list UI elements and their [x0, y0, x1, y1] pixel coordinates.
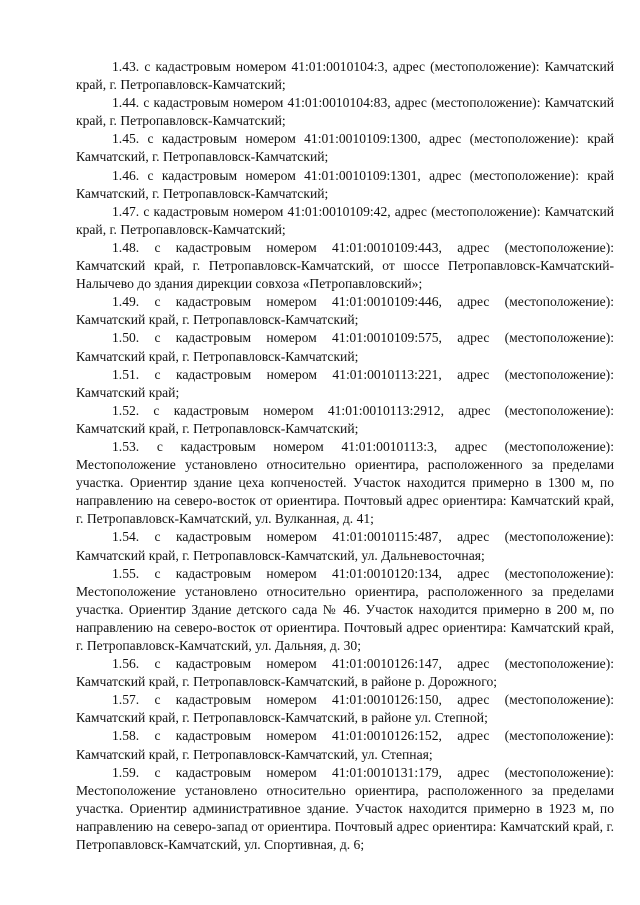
- list-item-1-58: 1.58. с кадастровым номером 41:01:0010126:152, адрес (местоположение): Камчатский край, г. Петропавловск-Камчатский, ул. Степная;: [76, 728, 614, 762]
- list-item-1-59: 1.59. с кадастровым номером 41:01:0010131:179, адрес (местоположение): Местоположение установлено относительно ориентира, расположенного за пределами участка. Ориентир административное здание. Участок находится примерно в 1923 м, по направлению на северо-запад от ориентира. Почтовый адрес ориентира: Камчатский край, г. Петропавловск-Камчатский, ул. Спортивная, д. 6;: [76, 764, 614, 853]
- list-item-1-45: 1.45. с кадастровым номером 41:01:0010109:1300, адрес (местоположение): край Камчатский, г. Петропавловск-Камчатский;: [76, 131, 614, 165]
- list-item-1-49: 1.49. с кадастровым номером 41:01:0010109:446, адрес (местоположение): Камчатский край, г. Петропавловск-Камчатский;: [76, 294, 614, 328]
- list-item-1-56: 1.56. с кадастровым номером 41:01:0010126:147, адрес (местоположение): Камчатский край, г. Петропавловск-Камчатский, в районе р. Дорожного;: [76, 656, 614, 690]
- list-item-1-46: 1.46. с кадастровым номером 41:01:0010109:1301, адрес (местоположение): край Камчатский, г. Петропавловск-Камчатский;: [76, 167, 614, 201]
- list-item-1-54: 1.54. с кадастровым номером 41:01:0010115:487, адрес (местоположение): Камчатский край, г. Петропавловск-Камчатский, ул. Дальневосточная;: [76, 529, 614, 563]
- list-item-1-50: 1.50. с кадастровым номером 41:01:0010109:575, адрес (местоположение): Камчатский край, г. Петропавловск-Камчатский;: [76, 330, 614, 364]
- list-item-1-51: 1.51. с кадастровым номером 41:01:0010113:221, адрес (местоположение): Камчатский край;: [76, 366, 614, 400]
- document-page: [76, 58, 614, 854]
- list-item-1-55: 1.55. с кадастровым номером 41:01:0010120:134, адрес (местоположение): Местоположение установлено относительно ориентира, расположенного за пределами участка. Ориентир Здание детского сада № 46. Участок находится примерно в 200 м, по направлению на северо-восток от ориентира. Почтовый адрес ориентира: Камчатский край, г. Петропавловск-Камчатский, ул. Дальняя, д. 30;: [76, 565, 614, 653]
- list-item-1-48: 1.48. с кадастровым номером 41:01:0010109:443, адрес (местоположение): Камчатский край, г. Петропавловск-Камчатский, от шоссе Петропавловск-Камчатский-Налычево до здания дирекции совхоза «Петропавловский»;: [76, 239, 614, 292]
- list-item-1-43: 1.43. с кадастровым номером 41:01:0010104:3, адрес (местоположение): Камчатский край, г. Петропавловск-Камчатский;: [76, 59, 614, 93]
- list-item-1-47: 1.47. с кадастровым номером 41:01:0010109:42, адрес (местоположение): Камчатский край, г. Петропавловск-Камчатский;: [76, 203, 614, 237]
- list-item-1-57: 1.57. с кадастровым номером 41:01:0010126:150, адрес (местоположение): Камчатский край, г. Петропавловск-Камчатский, в районе ул. Степной;: [76, 692, 614, 726]
- list-item-1-44: 1.44. с кадастровым номером 41:01:0010104:83, адрес (местоположение): Камчатский край, г. Петропавловск-Камчатский;: [76, 95, 614, 129]
- list-item-1-52: 1.52. с кадастровым номером 41:01:0010113:2912, адрес (местоположение): Камчатский край, г. Петропавловск-Камчатский;: [76, 402, 614, 436]
- list-item-1-53: 1.53. с кадастровым номером 41:01:0010113:3, адрес (местоположение): Местоположение установлено относительно ориентира, расположенного за пределами участка. Ориентир здание цеха копченостей. Участок находится примерно в 1300 м, по направлению на северо-восток от ориентира. Почтовый адрес ориентира: Камчатский край, г. Петропавловск-Камчатский, ул. Вулканная, д. 41;: [76, 438, 614, 527]
